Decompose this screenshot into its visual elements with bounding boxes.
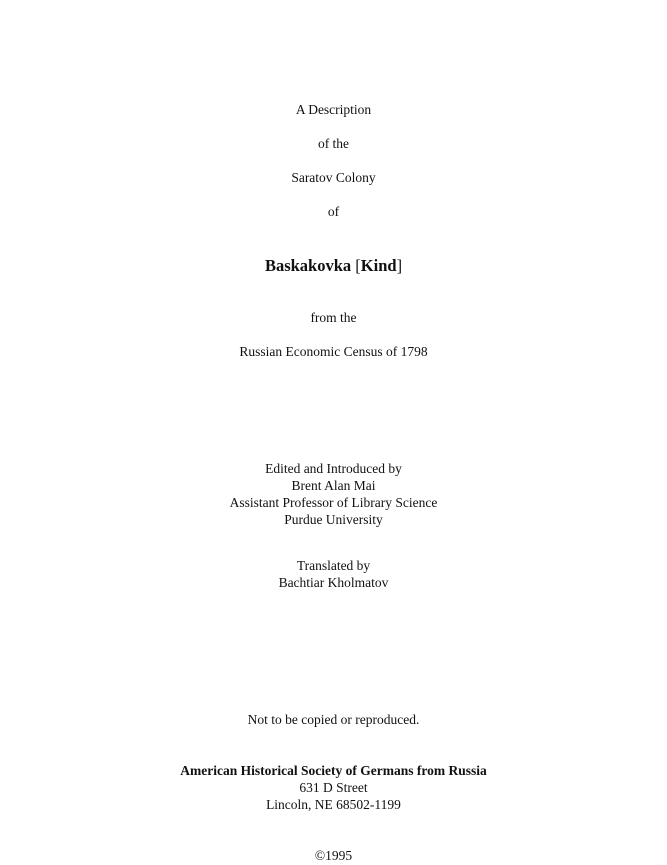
colony-name-heading xyxy=(0,256,667,276)
title-line-of: of xyxy=(327,204,340,219)
census-title: Russian Economic Census of 1798 xyxy=(239,344,428,359)
editor-role: Edited and Introduced by xyxy=(265,461,402,476)
bracket-open: [ xyxy=(355,256,361,275)
title-line-colony: Saratov Colony xyxy=(291,170,376,185)
translator-name: Bachtiar Kholmatov xyxy=(278,575,389,590)
copy-notice: Not to be copied or reproduced. xyxy=(247,712,420,727)
publisher-city: Lincoln, NE 68502-1199 xyxy=(266,797,401,812)
colony-name: Baskakovka xyxy=(264,256,352,275)
editor-institution: Purdue University xyxy=(284,512,383,527)
translator-role: Translated by xyxy=(296,558,371,573)
editor-name: Brent Alan Mai xyxy=(291,478,376,493)
editor-position: Assistant Professor of Library Science xyxy=(229,495,438,510)
bracket-close: ] xyxy=(396,256,403,275)
publisher-name: American Historical Society of Germans from Russia xyxy=(180,763,487,778)
title-line-from-the: from the xyxy=(310,310,357,325)
colony-alt-name: Kind xyxy=(360,256,397,275)
publisher-street: 631 D Street xyxy=(299,780,368,795)
copyright-notice: ©1995 xyxy=(314,848,353,863)
title-line-of-the: of the xyxy=(317,136,350,151)
title-line-description: A Description xyxy=(295,102,372,117)
